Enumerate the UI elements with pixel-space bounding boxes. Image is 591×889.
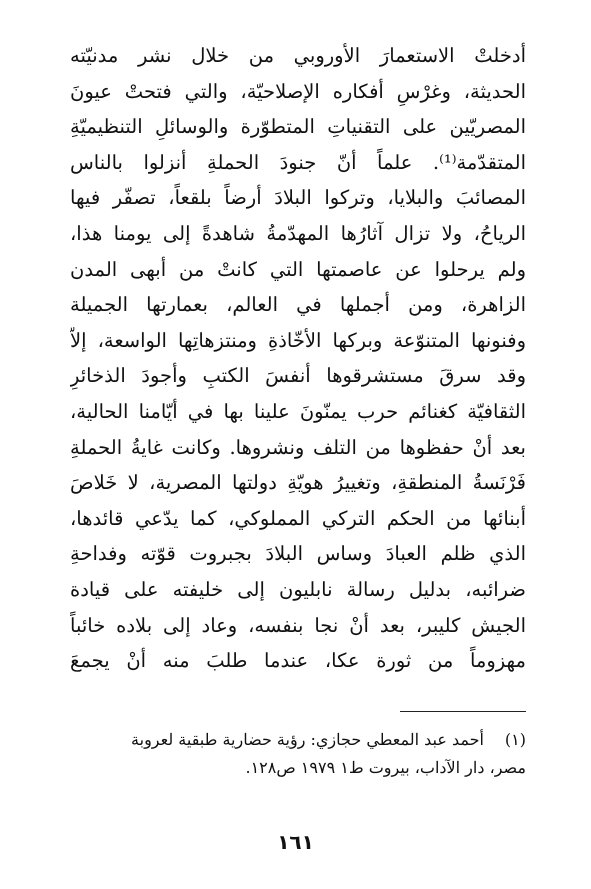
text-line-12: بعد أنْ حفظوها من التلف ونشروها. وكانت غايةُ الحملةِ bbox=[70, 435, 526, 459]
body-text bbox=[70, 38, 526, 679]
footnote-separator bbox=[400, 711, 526, 712]
text-line-8: الزاهرة، ومن أجملها في العالم، بعمارتها الجميلة bbox=[70, 293, 526, 317]
text-line-11: الثقافيّة كغنائم حرب يمنّونَ علينا بها في أيّامنا الحالية، bbox=[70, 399, 526, 423]
page-number: ١٦١ bbox=[277, 830, 314, 854]
text-line-6: الرياحُ، ولا تزال آثارُها المهدّمةُ شاهدةً إلى يومنا هذا، bbox=[70, 221, 526, 245]
text-line-1: أدخلتْ الاستعمارَ الأوروبي من خلال نشر مدنيّته bbox=[70, 44, 526, 67]
footnote-section bbox=[70, 726, 526, 782]
text-line-3: المصريّين على التقنياتِ المتطوّرة والوسائلِ التنظيميّةِ bbox=[70, 115, 526, 139]
footnote-1 bbox=[70, 726, 526, 754]
text-line-4: المتقدّمة⁽¹⁾. علماً أنّ جنودَ الحملةِ أنزلوا بالناس bbox=[70, 150, 526, 174]
text-line-9: وفنونها المتنوّعة وبركها الأخّاذةِ ومنتزهاتِها الواسعة، إلاّ bbox=[70, 328, 526, 352]
text-line-17: الجيش كليبر، بعد أنْ نجا بنفسه، وعاد إلى بلاده خائباً bbox=[70, 613, 526, 637]
text-line-10: وقد سرقَ مستشرقوها أنفسَ الكتبِ وأجودَ الذخائرِ bbox=[70, 364, 526, 388]
text-line-2: الحديثة، وغرْسِ أفكاره الإصلاحيّة، والتي فتحتْ عيونَ bbox=[70, 79, 526, 103]
text-line-7: ولم يرحلوا عن عاصمتها التي كانتْ من أبهى المدن bbox=[70, 257, 526, 281]
footnote-marker: (١) bbox=[504, 730, 526, 749]
footnote-text-line-2: مصر، دار الآداب، بيروت ط١ ١٩٧٩ ص١٢٨. bbox=[245, 758, 526, 777]
text-line-18: مهزوماً من ثورة عكا، عندما طلبَ منه أنْ يجمعَ bbox=[70, 649, 526, 673]
text-line-16: ضرائبه، بدليل رسالة نابليون إلى خليفته على قيادة bbox=[70, 577, 526, 601]
footnote-text-line-1: أحمد عبد المعطي حجازي: رؤية حضارية طبقية لعروبة bbox=[131, 730, 484, 749]
text-line-14: أبنائها من الحكم التركي المملوكي، كما يدّعي قائدها، bbox=[70, 506, 526, 530]
text-line-13: فَرْنَسةُ المنطقةِ، وتغييرُ هويّةِ دولتها المصرية، لا خَلاصَ bbox=[70, 471, 526, 495]
text-line-5: المصائبَ والبلايا، وتركوا البلادَ أرضاً بلقعاً، تصفّر فيها bbox=[70, 186, 526, 210]
text-line-15: الذي ظلم العبادَ وساس البلادَ بجبروت قوّته وفداحةِ bbox=[70, 542, 526, 566]
